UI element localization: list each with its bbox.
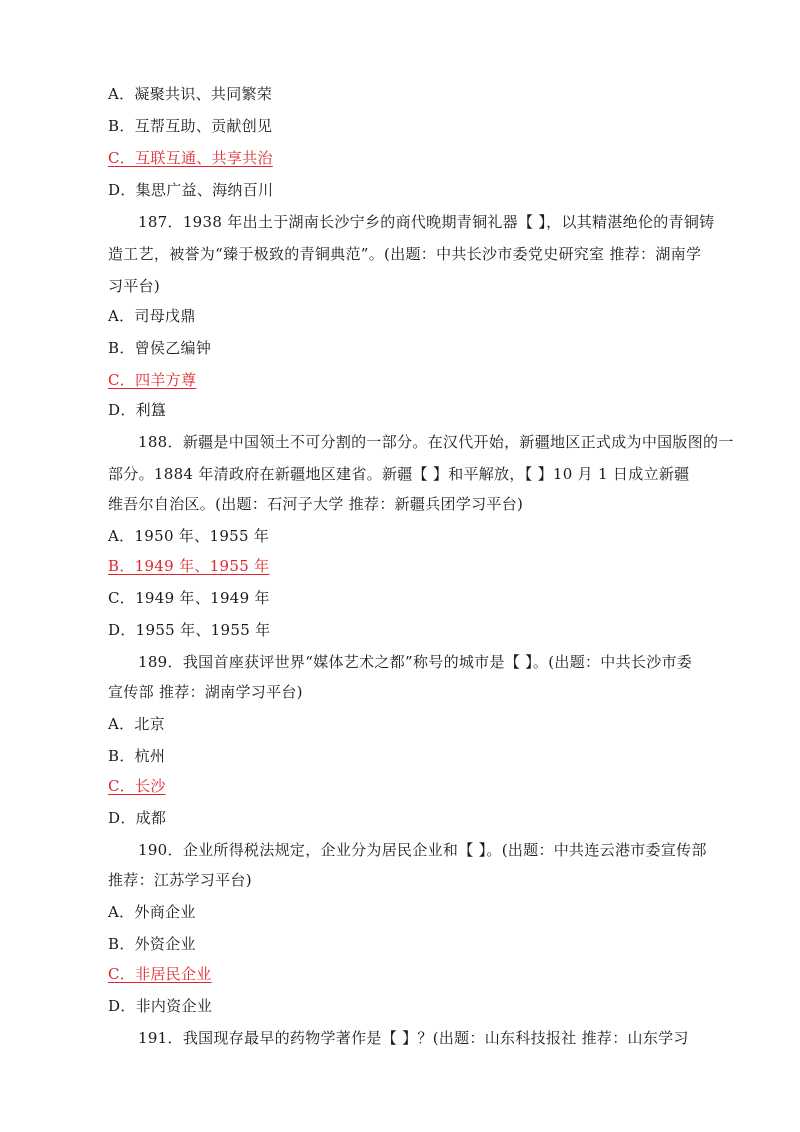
- q189-option-a: A．北京: [108, 715, 166, 733]
- q189-option-b: B．杭州: [108, 747, 166, 765]
- q186-option-d: D．集思广益、海纳百川: [108, 181, 274, 199]
- q189-text-line-1: 189．我国首座获评世界“媒体艺术之都”称号的城市是【 】。(出题：中共长沙市委: [138, 653, 693, 671]
- q190-option-a: A．外商企业: [108, 903, 196, 921]
- q189-text-line-2: 宣传部 推荐：湖南学习平台): [108, 683, 303, 701]
- q186-option-c-correct: C．互联互通、共享共治: [108, 149, 273, 167]
- q187-option-c-correct: C．四羊方尊: [108, 371, 197, 389]
- q187-option-b: B．曾侯乙编钟: [108, 339, 212, 357]
- q187-option-a: A．司母戊鼎: [108, 307, 196, 325]
- q188-text-line-2: 部分。1884 年清政府在新疆地区建省。新疆【 】和平解放，【 】10 月 1 日成立新疆: [108, 465, 690, 483]
- q191-text-line-1: 191．我国现存最早的药物学著作是【 】？(出题：山东科技报社 推荐：山东学习: [138, 1029, 689, 1047]
- q186-option-a: A．凝聚共识、共同繁荣: [108, 85, 273, 103]
- q190-text-line-1: 190．企业所得税法规定，企业分为居民企业和【 】。(出题：中共连云港市委宣传部: [138, 841, 707, 859]
- q186-option-b: B．互帮互助、贡献创见: [108, 117, 273, 135]
- q188-option-d: D．1955 年、1955 年: [108, 621, 271, 639]
- q189-option-c-correct: C．长沙: [108, 777, 166, 795]
- q190-option-d: D．非内资企业: [108, 997, 213, 1015]
- q190-option-c-correct: C．非居民企业: [108, 965, 212, 983]
- q190-option-b: B．外资企业: [108, 935, 196, 953]
- q188-option-b-correct: B．1949 年、1955 年: [108, 557, 270, 575]
- q187-text-line-3: 习平台): [108, 277, 161, 295]
- q189-option-d: D．成都: [108, 809, 167, 827]
- q187-text-line-2: 造工艺，被誉为“臻于极致的青铜典范”。(出题：中共长沙市委党史研究室 推荐：湖南学: [108, 245, 702, 263]
- q187-text-line-1: 187．1938 年出土于湖南长沙宁乡的商代晚期青铜礼器【 】，以其精湛绝伦的青铜铸: [138, 213, 715, 231]
- q188-option-a: A．1950 年、1955 年: [108, 527, 270, 545]
- q188-text-line-1: 188．新疆是中国领土不可分割的一部分。在汉代开始，新疆地区正式成为中国版图的一: [138, 433, 734, 451]
- q190-text-line-2: 推荐：江苏学习平台): [108, 871, 252, 889]
- q188-text-line-3: 维吾尔自治区。(出题：石河子大学 推荐：新疆兵团学习平台): [108, 495, 524, 513]
- q187-option-d: D．利簋: [108, 401, 167, 419]
- q188-option-c: C．1949 年、1949 年: [108, 589, 270, 607]
